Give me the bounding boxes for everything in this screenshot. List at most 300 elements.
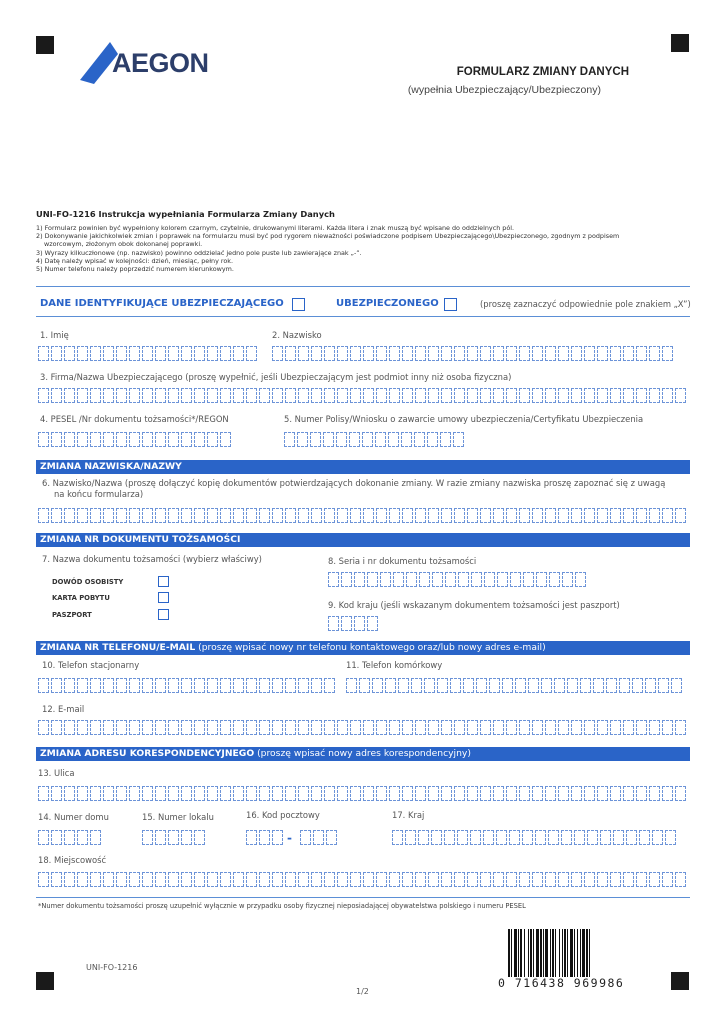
char-box[interactable] <box>580 678 591 693</box>
char-box[interactable] <box>51 432 62 447</box>
char-box[interactable] <box>64 508 75 523</box>
char-box[interactable] <box>116 388 127 403</box>
char-box[interactable] <box>649 388 660 403</box>
char-box[interactable] <box>168 678 179 693</box>
char-box[interactable] <box>354 572 365 587</box>
char-box[interactable] <box>610 346 621 361</box>
char-box[interactable] <box>181 346 192 361</box>
char-box[interactable] <box>545 720 556 735</box>
char-box[interactable] <box>380 572 391 587</box>
char-box[interactable] <box>519 388 530 403</box>
insured-checkbox[interactable] <box>444 298 457 311</box>
char-box[interactable] <box>428 872 439 887</box>
char-box[interactable] <box>467 346 478 361</box>
char-box[interactable] <box>350 720 361 735</box>
char-box[interactable] <box>558 388 569 403</box>
char-box[interactable] <box>454 388 465 403</box>
char-box[interactable] <box>393 572 404 587</box>
char-box[interactable] <box>480 388 491 403</box>
char-box[interactable] <box>623 872 634 887</box>
char-box[interactable] <box>181 830 192 845</box>
char-box[interactable] <box>584 872 595 887</box>
document-number-field[interactable] <box>328 572 586 587</box>
char-box[interactable] <box>545 346 556 361</box>
char-box[interactable] <box>90 346 101 361</box>
char-box[interactable] <box>90 432 101 447</box>
char-box[interactable] <box>584 388 595 403</box>
char-box[interactable] <box>402 786 413 801</box>
char-box[interactable] <box>259 872 270 887</box>
char-box[interactable] <box>376 508 387 523</box>
char-box[interactable] <box>311 346 322 361</box>
char-box[interactable] <box>649 508 660 523</box>
char-box[interactable] <box>337 508 348 523</box>
char-box[interactable] <box>129 432 140 447</box>
char-box[interactable] <box>454 872 465 887</box>
char-box[interactable] <box>194 346 205 361</box>
char-box[interactable] <box>613 830 624 845</box>
char-box[interactable] <box>350 872 361 887</box>
char-box[interactable] <box>324 720 335 735</box>
insurer-checkbox[interactable] <box>292 298 305 311</box>
char-box[interactable] <box>207 872 218 887</box>
char-box[interactable] <box>77 678 88 693</box>
char-box[interactable] <box>363 786 374 801</box>
char-box[interactable] <box>402 720 413 735</box>
char-box[interactable] <box>506 388 517 403</box>
char-box[interactable] <box>220 432 231 447</box>
char-box[interactable] <box>337 720 348 735</box>
char-box[interactable] <box>545 786 556 801</box>
char-box[interactable] <box>207 786 218 801</box>
char-box[interactable] <box>636 872 647 887</box>
char-box[interactable] <box>453 432 464 447</box>
char-box[interactable] <box>246 678 257 693</box>
char-box[interactable] <box>363 872 374 887</box>
char-box[interactable] <box>519 786 530 801</box>
char-box[interactable] <box>323 432 334 447</box>
char-box[interactable] <box>623 720 634 735</box>
char-box[interactable] <box>427 432 438 447</box>
char-box[interactable] <box>349 432 360 447</box>
char-box[interactable] <box>300 830 311 845</box>
char-box[interactable] <box>675 508 686 523</box>
new-name-field[interactable] <box>38 508 686 523</box>
char-box[interactable] <box>181 720 192 735</box>
char-box[interactable] <box>233 678 244 693</box>
char-box[interactable] <box>77 720 88 735</box>
char-box[interactable] <box>519 508 530 523</box>
char-box[interactable] <box>64 346 75 361</box>
char-box[interactable] <box>415 720 426 735</box>
city-field[interactable] <box>38 872 686 887</box>
char-box[interactable] <box>445 572 456 587</box>
char-box[interactable] <box>285 346 296 361</box>
char-box[interactable] <box>619 678 630 693</box>
char-box[interactable] <box>480 720 491 735</box>
char-box[interactable] <box>467 872 478 887</box>
char-box[interactable] <box>181 786 192 801</box>
char-box[interactable] <box>350 388 361 403</box>
char-box[interactable] <box>220 388 231 403</box>
char-box[interactable] <box>311 388 322 403</box>
char-box[interactable] <box>367 616 378 631</box>
postal-code-part2-field[interactable] <box>300 830 337 845</box>
char-box[interactable] <box>103 678 114 693</box>
char-box[interactable] <box>90 508 101 523</box>
char-box[interactable] <box>90 786 101 801</box>
char-box[interactable] <box>220 872 231 887</box>
char-box[interactable] <box>419 572 430 587</box>
char-box[interactable] <box>359 678 370 693</box>
char-box[interactable] <box>77 830 88 845</box>
char-box[interactable] <box>597 872 608 887</box>
char-box[interactable] <box>493 346 504 361</box>
char-box[interactable] <box>311 872 322 887</box>
char-box[interactable] <box>532 346 543 361</box>
char-box[interactable] <box>350 508 361 523</box>
char-box[interactable] <box>285 720 296 735</box>
char-box[interactable] <box>324 786 335 801</box>
char-box[interactable] <box>623 346 634 361</box>
char-box[interactable] <box>649 346 660 361</box>
char-box[interactable] <box>558 872 569 887</box>
option-residence-card-checkbox[interactable] <box>158 592 169 603</box>
pesel-field[interactable] <box>38 432 231 447</box>
char-box[interactable] <box>155 508 166 523</box>
char-box[interactable] <box>336 432 347 447</box>
char-box[interactable] <box>324 678 335 693</box>
char-box[interactable] <box>467 388 478 403</box>
char-box[interactable] <box>259 678 270 693</box>
char-box[interactable] <box>506 720 517 735</box>
char-box[interactable] <box>649 786 660 801</box>
char-box[interactable] <box>285 786 296 801</box>
char-box[interactable] <box>285 872 296 887</box>
char-box[interactable] <box>64 388 75 403</box>
char-box[interactable] <box>441 508 452 523</box>
char-box[interactable] <box>444 830 455 845</box>
char-box[interactable] <box>458 572 469 587</box>
char-box[interactable] <box>545 872 556 887</box>
char-box[interactable] <box>467 786 478 801</box>
char-box[interactable] <box>398 678 409 693</box>
char-box[interactable] <box>549 572 560 587</box>
char-box[interactable] <box>428 786 439 801</box>
char-box[interactable] <box>285 508 296 523</box>
char-box[interactable] <box>142 872 153 887</box>
char-box[interactable] <box>129 388 140 403</box>
company-name-field[interactable] <box>38 388 686 403</box>
char-box[interactable] <box>662 346 673 361</box>
char-box[interactable] <box>77 388 88 403</box>
char-box[interactable] <box>90 388 101 403</box>
char-box[interactable] <box>636 720 647 735</box>
option-id-card-checkbox[interactable] <box>158 576 169 587</box>
char-box[interactable] <box>645 678 656 693</box>
char-box[interactable] <box>662 786 673 801</box>
char-box[interactable] <box>470 830 481 845</box>
char-box[interactable] <box>402 508 413 523</box>
char-box[interactable] <box>363 508 374 523</box>
char-box[interactable] <box>64 872 75 887</box>
char-box[interactable] <box>298 678 309 693</box>
char-box[interactable] <box>77 508 88 523</box>
char-box[interactable] <box>376 388 387 403</box>
char-box[interactable] <box>402 346 413 361</box>
char-box[interactable] <box>64 786 75 801</box>
char-box[interactable] <box>326 830 337 845</box>
char-box[interactable] <box>523 572 534 587</box>
char-box[interactable] <box>535 830 546 845</box>
char-box[interactable] <box>597 346 608 361</box>
char-box[interactable] <box>194 678 205 693</box>
char-box[interactable] <box>51 388 62 403</box>
char-box[interactable] <box>194 720 205 735</box>
char-box[interactable] <box>129 508 140 523</box>
char-box[interactable] <box>142 388 153 403</box>
char-box[interactable] <box>675 388 686 403</box>
char-box[interactable] <box>405 830 416 845</box>
char-box[interactable] <box>463 678 474 693</box>
char-box[interactable] <box>220 786 231 801</box>
char-box[interactable] <box>424 678 435 693</box>
char-box[interactable] <box>441 872 452 887</box>
char-box[interactable] <box>415 346 426 361</box>
char-box[interactable] <box>284 432 295 447</box>
char-box[interactable] <box>626 830 637 845</box>
char-box[interactable] <box>272 872 283 887</box>
char-box[interactable] <box>362 432 373 447</box>
char-box[interactable] <box>571 786 582 801</box>
char-box[interactable] <box>532 388 543 403</box>
char-box[interactable] <box>454 346 465 361</box>
char-box[interactable] <box>259 786 270 801</box>
char-box[interactable] <box>341 572 352 587</box>
char-box[interactable] <box>51 678 62 693</box>
char-box[interactable] <box>389 388 400 403</box>
char-box[interactable] <box>194 872 205 887</box>
char-box[interactable] <box>337 786 348 801</box>
char-box[interactable] <box>402 872 413 887</box>
char-box[interactable] <box>584 508 595 523</box>
char-box[interactable] <box>324 872 335 887</box>
char-box[interactable] <box>168 432 179 447</box>
char-box[interactable] <box>90 678 101 693</box>
char-box[interactable] <box>194 830 205 845</box>
char-box[interactable] <box>509 830 520 845</box>
char-box[interactable] <box>610 720 621 735</box>
char-box[interactable] <box>51 720 62 735</box>
char-box[interactable] <box>597 508 608 523</box>
flat-number-field[interactable] <box>142 830 205 845</box>
char-box[interactable] <box>298 872 309 887</box>
char-box[interactable] <box>506 786 517 801</box>
char-box[interactable] <box>597 388 608 403</box>
char-box[interactable] <box>116 432 127 447</box>
char-box[interactable] <box>636 508 647 523</box>
char-box[interactable] <box>506 508 517 523</box>
char-box[interactable] <box>519 346 530 361</box>
char-box[interactable] <box>519 720 530 735</box>
char-box[interactable] <box>428 508 439 523</box>
char-box[interactable] <box>662 508 673 523</box>
char-box[interactable] <box>64 720 75 735</box>
char-box[interactable] <box>441 388 452 403</box>
char-box[interactable] <box>415 508 426 523</box>
char-box[interactable] <box>480 872 491 887</box>
char-box[interactable] <box>233 786 244 801</box>
char-box[interactable] <box>597 720 608 735</box>
char-box[interactable] <box>259 388 270 403</box>
char-box[interactable] <box>77 872 88 887</box>
char-box[interactable] <box>675 720 686 735</box>
char-box[interactable] <box>168 720 179 735</box>
char-box[interactable] <box>38 830 49 845</box>
char-box[interactable] <box>246 830 257 845</box>
char-box[interactable] <box>38 432 49 447</box>
char-box[interactable] <box>532 720 543 735</box>
char-box[interactable] <box>155 388 166 403</box>
char-box[interactable] <box>38 872 49 887</box>
char-box[interactable] <box>519 872 530 887</box>
char-box[interactable] <box>652 830 663 845</box>
char-box[interactable] <box>246 720 257 735</box>
char-box[interactable] <box>129 346 140 361</box>
char-box[interactable] <box>636 786 647 801</box>
last-name-field[interactable] <box>272 346 673 361</box>
char-box[interactable] <box>350 346 361 361</box>
char-box[interactable] <box>575 572 586 587</box>
char-box[interactable] <box>90 830 101 845</box>
char-box[interactable] <box>457 830 468 845</box>
option-passport-checkbox[interactable] <box>158 609 169 620</box>
char-box[interactable] <box>502 678 513 693</box>
char-box[interactable] <box>51 786 62 801</box>
char-box[interactable] <box>571 508 582 523</box>
char-box[interactable] <box>623 508 634 523</box>
char-box[interactable] <box>38 508 49 523</box>
char-box[interactable] <box>311 508 322 523</box>
char-box[interactable] <box>64 830 75 845</box>
char-box[interactable] <box>324 388 335 403</box>
char-box[interactable] <box>298 786 309 801</box>
char-box[interactable] <box>155 830 166 845</box>
char-box[interactable] <box>103 346 114 361</box>
char-box[interactable] <box>432 572 443 587</box>
char-box[interactable] <box>558 508 569 523</box>
char-box[interactable] <box>38 678 49 693</box>
char-box[interactable] <box>671 678 682 693</box>
char-box[interactable] <box>220 720 231 735</box>
char-box[interactable] <box>493 786 504 801</box>
char-box[interactable] <box>428 720 439 735</box>
char-box[interactable] <box>103 432 114 447</box>
char-box[interactable] <box>220 346 231 361</box>
char-box[interactable] <box>428 388 439 403</box>
char-box[interactable] <box>415 786 426 801</box>
char-box[interactable] <box>623 786 634 801</box>
char-box[interactable] <box>116 508 127 523</box>
char-box[interactable] <box>606 678 617 693</box>
char-box[interactable] <box>194 786 205 801</box>
char-box[interactable] <box>389 872 400 887</box>
char-box[interactable] <box>38 720 49 735</box>
char-box[interactable] <box>532 786 543 801</box>
char-box[interactable] <box>350 786 361 801</box>
char-box[interactable] <box>545 388 556 403</box>
char-box[interactable] <box>571 346 582 361</box>
char-box[interactable] <box>376 346 387 361</box>
char-box[interactable] <box>480 786 491 801</box>
policy-number-field[interactable] <box>284 432 464 447</box>
char-box[interactable] <box>259 720 270 735</box>
char-box[interactable] <box>467 508 478 523</box>
char-box[interactable] <box>385 678 396 693</box>
char-box[interactable] <box>246 786 257 801</box>
char-box[interactable] <box>90 872 101 887</box>
char-box[interactable] <box>389 508 400 523</box>
char-box[interactable] <box>129 720 140 735</box>
char-box[interactable] <box>313 830 324 845</box>
char-box[interactable] <box>233 872 244 887</box>
char-box[interactable] <box>532 872 543 887</box>
char-box[interactable] <box>489 678 500 693</box>
char-box[interactable] <box>311 678 322 693</box>
char-box[interactable] <box>285 388 296 403</box>
char-box[interactable] <box>116 678 127 693</box>
char-box[interactable] <box>285 678 296 693</box>
char-box[interactable] <box>233 346 244 361</box>
char-box[interactable] <box>103 872 114 887</box>
char-box[interactable] <box>324 508 335 523</box>
char-box[interactable] <box>246 872 257 887</box>
char-box[interactable] <box>77 786 88 801</box>
char-box[interactable] <box>610 508 621 523</box>
char-box[interactable] <box>168 872 179 887</box>
char-box[interactable] <box>310 432 321 447</box>
char-box[interactable] <box>142 830 153 845</box>
char-box[interactable] <box>441 346 452 361</box>
char-box[interactable] <box>142 432 153 447</box>
char-box[interactable] <box>207 432 218 447</box>
char-box[interactable] <box>584 720 595 735</box>
char-box[interactable] <box>341 616 352 631</box>
char-box[interactable] <box>414 432 425 447</box>
char-box[interactable] <box>363 388 374 403</box>
char-box[interactable] <box>574 830 585 845</box>
char-box[interactable] <box>561 830 572 845</box>
char-box[interactable] <box>593 678 604 693</box>
char-box[interactable] <box>454 508 465 523</box>
char-box[interactable] <box>51 508 62 523</box>
char-box[interactable] <box>567 678 578 693</box>
char-box[interactable] <box>440 432 451 447</box>
char-box[interactable] <box>367 572 378 587</box>
char-box[interactable] <box>571 720 582 735</box>
char-box[interactable] <box>207 346 218 361</box>
char-box[interactable] <box>480 346 491 361</box>
char-box[interactable] <box>418 830 429 845</box>
char-box[interactable] <box>328 616 339 631</box>
char-box[interactable] <box>506 346 517 361</box>
char-box[interactable] <box>623 388 634 403</box>
char-box[interactable] <box>337 346 348 361</box>
char-box[interactable] <box>392 830 403 845</box>
char-box[interactable] <box>272 786 283 801</box>
char-box[interactable] <box>597 786 608 801</box>
char-box[interactable] <box>103 786 114 801</box>
